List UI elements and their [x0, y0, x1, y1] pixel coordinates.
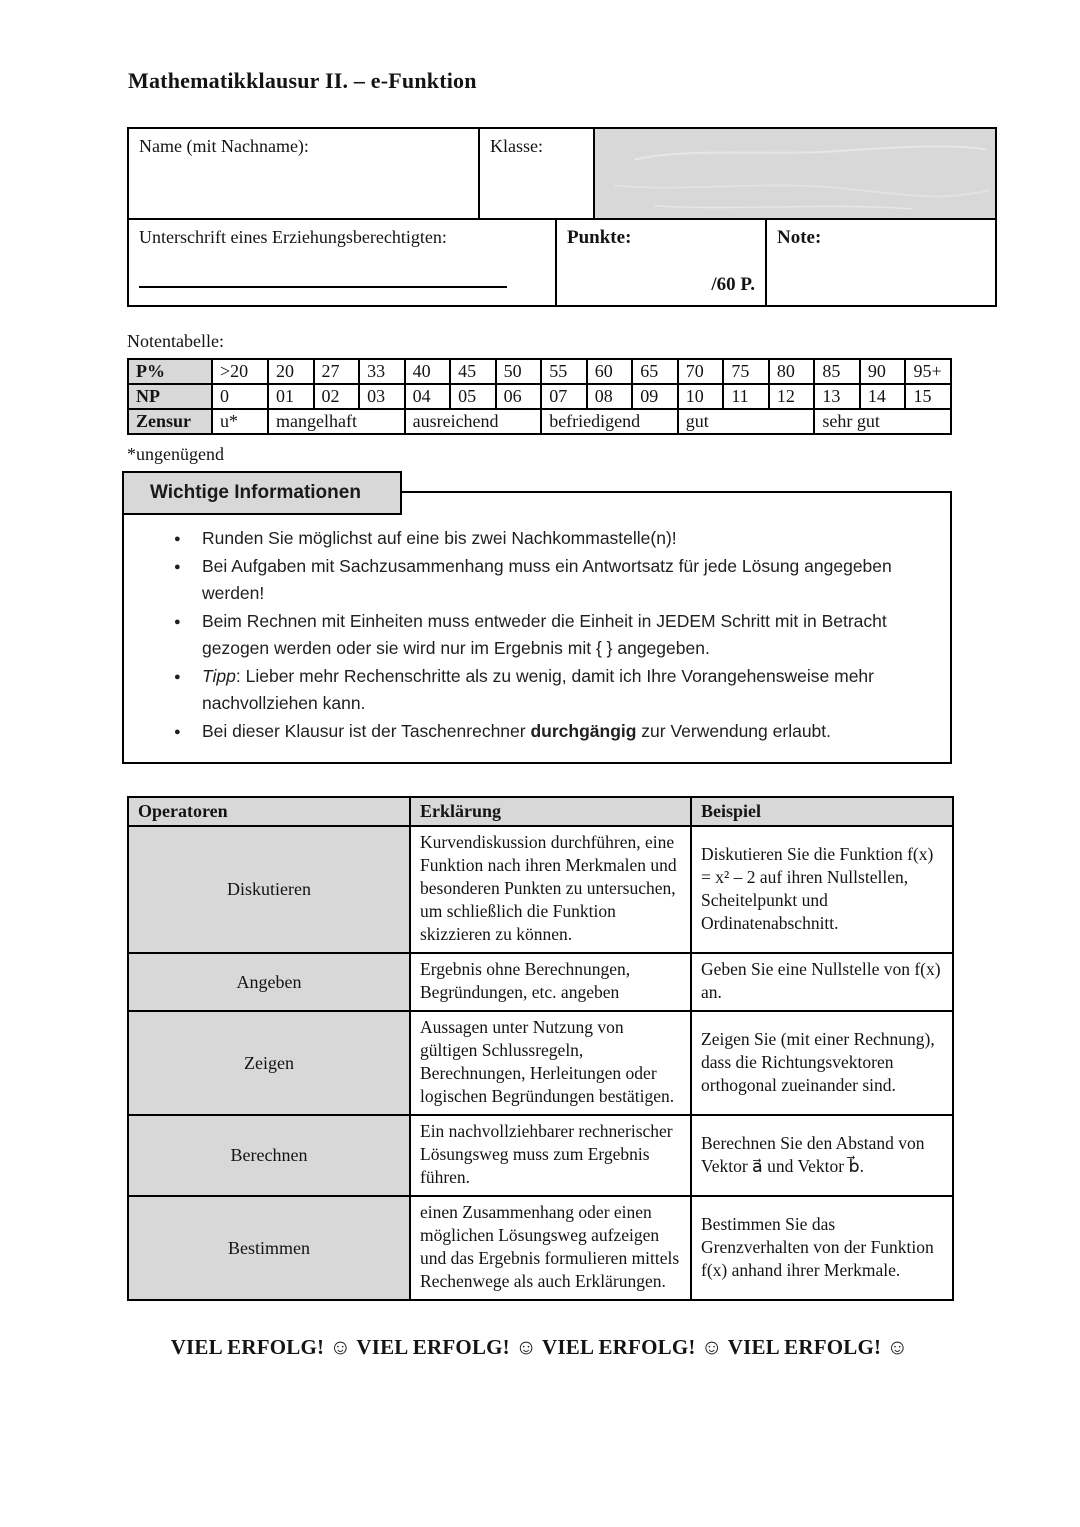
grade-cell: 03	[359, 384, 405, 409]
grade-cell: 09	[632, 384, 678, 409]
info-bullet: ● Beim Rechnen mit Einheiten muss entweder die Einheit in JEDEM Schritt mit in Betracht gezogen werden oder sie wird nur im Ergebnis mit { } angegeben.	[174, 608, 922, 662]
grade-cell: 60	[587, 359, 633, 384]
grade-cell: 50	[496, 359, 542, 384]
grade-cell: gut	[678, 409, 815, 434]
punkte-total: /60 P.	[711, 274, 755, 295]
info-box-title: Wichtige Informationen	[150, 482, 361, 503]
signature-label: Unterschrift eines Erziehungsberechtigten:	[139, 227, 447, 247]
operator-explanation-cell: Ein nachvollziehbarer rechnerischer Lösungsweg muss zum Ergebnis führen.	[410, 1115, 691, 1196]
operators-table	[127, 796, 954, 1301]
grade-table	[127, 358, 952, 435]
note-label: Note:	[777, 227, 822, 248]
info-bullet: ● Bei dieser Klausur ist der Taschenrechner durchgängig zur Verwendung erlaubt.	[174, 718, 922, 745]
form-row-name-klasse	[129, 129, 995, 220]
grade-cell: sehr gut	[814, 409, 951, 434]
grade-cell: 06	[496, 384, 542, 409]
form-row-signature-points	[129, 220, 995, 305]
grade-cell: 45	[450, 359, 496, 384]
page-title: Mathematikklausur II. – e-Funktion	[128, 68, 477, 93]
operator-row	[128, 953, 953, 1011]
name-field-cell	[129, 129, 480, 218]
grade-cell: u*	[212, 409, 268, 434]
operator-row	[128, 1115, 953, 1196]
grade-cell: 33	[359, 359, 405, 384]
operator-name-cell: Zeigen	[128, 1011, 410, 1115]
grade-cell: befriedigend	[541, 409, 678, 434]
info-box-title-tab	[122, 471, 402, 515]
grade-cell: 80	[769, 359, 815, 384]
info-bullet: ● Runden Sie möglichst auf eine bis zwei Nachkommastelle(n)!	[174, 525, 922, 552]
signature-line	[139, 286, 507, 288]
redacted-area	[595, 129, 995, 218]
grade-cell: 11	[723, 384, 769, 409]
grade-cell: 10	[678, 384, 724, 409]
grade-cell: ausreichend	[405, 409, 542, 434]
grade-cell: 08	[587, 384, 633, 409]
operator-row	[128, 826, 953, 953]
grade-cell: >20	[212, 359, 268, 384]
grade-cell: 40	[405, 359, 451, 384]
grade-table-caption: Notentabelle:	[127, 331, 224, 351]
name-label: Name (mit Nachname):	[139, 136, 309, 156]
footer-message: VIEL ERFOLG! ☺ VIEL ERFOLG! ☺ VIEL ERFOLG! ☺ VIEL ERFOLG! ☺	[170, 1335, 909, 1359]
info-bullet: ● Tipp: Lieber mehr Rechenschritte als zu wenig, damit ich Ihre Vorangehensweise mehr nachvollziehen kann.	[174, 663, 922, 717]
operator-example-cell: Diskutieren Sie die Funktion f(x) = x² – 2 auf ihren Nullstellen, Scheitelpunkt und Ordinatenabschnitt.	[691, 826, 953, 953]
grade-cell: 07	[541, 384, 587, 409]
grade-cell: 05	[450, 384, 496, 409]
grade-row-label: NP	[128, 384, 212, 409]
grade-cell: 02	[314, 384, 360, 409]
info-bullet: ● Bei Aufgaben mit Sachzusammenhang muss ein Antwortsatz für jede Lösung angegeben werden!	[174, 553, 922, 607]
important-info-section	[122, 471, 952, 764]
grade-cell: 65	[632, 359, 678, 384]
grade-cell: 55	[541, 359, 587, 384]
grade-row-label: P%	[128, 359, 212, 384]
punkte-label: Punkte:	[567, 227, 632, 248]
grade-cell: 14	[860, 384, 906, 409]
operator-explanation-cell: Kurvendiskussion durchführen, eine Funktion nach ihren Merkmalen und besonderen Punkten zu untersuchen, um schließlich die Funktion skizzieren zu können.	[410, 826, 691, 953]
grade-cell: 13	[814, 384, 860, 409]
grade-cell: mangelhaft	[268, 409, 405, 434]
operator-explanation-cell: Ergebnis ohne Berechnungen, Begründungen, etc. angeben	[410, 953, 691, 1011]
operator-explanation-cell: einen Zusammenhang oder einen möglichen Lösungsweg aufzeigen und das Ergebnis formulieren mittels Rechenwege als auch Erklärungen.	[410, 1196, 691, 1300]
grade-cell: 0	[212, 384, 268, 409]
grade-footnote: *ungenügend	[127, 444, 224, 464]
operator-example-cell: Berechnen Sie den Abstand von Vektor a⃗ und Vektor b⃗.	[691, 1115, 953, 1196]
grade-cell: 90	[860, 359, 906, 384]
grade-cell: 75	[723, 359, 769, 384]
operator-explanation-cell: Aussagen unter Nutzung von gültigen Schlussregeln, Berechnungen, Herleitungen oder logischen Begründungen bestätigen.	[410, 1011, 691, 1115]
info-bullet-list	[174, 525, 922, 745]
operator-name-cell: Bestimmen	[128, 1196, 410, 1300]
redaction-scribble	[595, 129, 995, 218]
grade-row-zensur	[128, 409, 951, 434]
grade-cell: 04	[405, 384, 451, 409]
info-box-body	[122, 491, 952, 764]
operator-example-cell: Bestimmen Sie das Grenzverhalten von der Funktion f(x) anhand ihrer Merkmale.	[691, 1196, 953, 1300]
operator-example-cell: Geben Sie eine Nullstelle von f(x) an.	[691, 953, 953, 1011]
grade-row-points	[128, 384, 951, 409]
klasse-field-cell	[480, 129, 595, 218]
operators-header: Erklärung	[410, 797, 691, 826]
operators-header: Beispiel	[691, 797, 953, 826]
operators-header: Operatoren	[128, 797, 410, 826]
operator-name-cell: Diskutieren	[128, 826, 410, 953]
note-cell	[767, 220, 995, 305]
grade-cell: 85	[814, 359, 860, 384]
operator-example-cell: Zeigen Sie (mit einer Rechnung), dass die Richtungsvektoren orthogonal zueinander sind.	[691, 1011, 953, 1115]
student-info-form	[127, 127, 997, 307]
operator-row	[128, 1196, 953, 1300]
punkte-cell	[557, 220, 767, 305]
grade-cell: 95+	[905, 359, 951, 384]
grade-cell: 70	[678, 359, 724, 384]
signature-cell	[129, 220, 557, 305]
grade-cell: 27	[314, 359, 360, 384]
grade-cell: 01	[268, 384, 314, 409]
grade-cell: 20	[268, 359, 314, 384]
operator-name-cell: Angeben	[128, 953, 410, 1011]
operators-header-row	[128, 797, 953, 826]
grade-row-label: Zensur	[128, 409, 212, 434]
klasse-label: Klasse:	[490, 136, 543, 156]
operator-row	[128, 1011, 953, 1115]
grade-cell: 15	[905, 384, 951, 409]
grade-cell: 12	[769, 384, 815, 409]
operator-name-cell: Berechnen	[128, 1115, 410, 1196]
grade-row-percent	[128, 359, 951, 384]
